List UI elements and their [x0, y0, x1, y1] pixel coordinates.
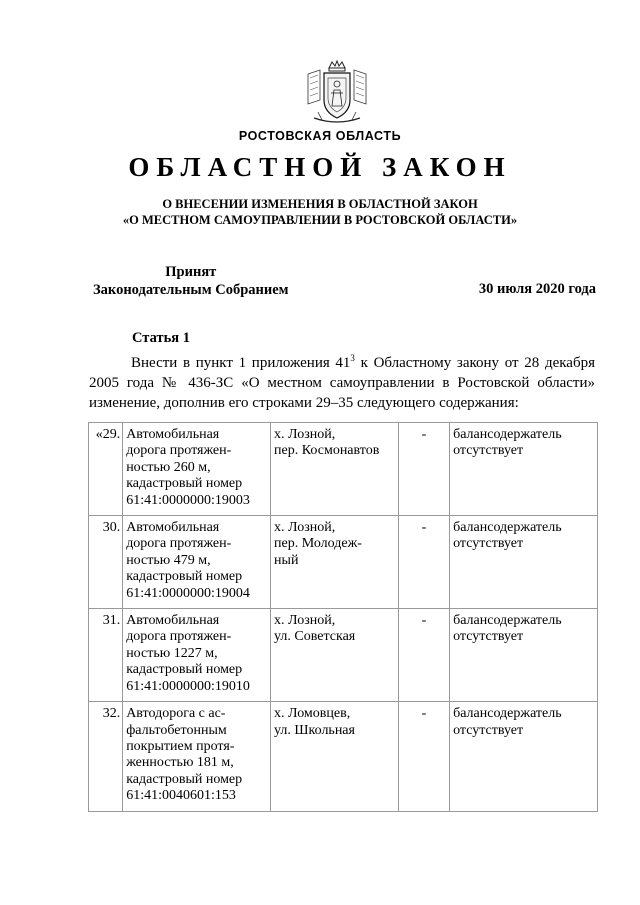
- cell-line: отсутствует: [453, 536, 524, 552]
- cell-line: дорога протяжен-: [126, 443, 232, 459]
- cell-line: покрытием протя-: [126, 738, 235, 754]
- cell-line: женностью 181 м,: [126, 755, 234, 771]
- cell-line: Автомобильная: [126, 427, 220, 442]
- cell-line: отсутствует: [453, 722, 524, 738]
- cell-line: отсутствует: [453, 443, 524, 459]
- article-heading: Статья 1: [132, 330, 190, 346]
- cell-line: кадастровый номер: [126, 662, 243, 678]
- object-location: [271, 516, 399, 609]
- object-location: [271, 609, 399, 702]
- adoption-date: 30 июля 2020 года: [478, 281, 596, 297]
- coat-of-arms-emblem: [302, 60, 372, 126]
- cell-line: х. Ломовцев,: [274, 706, 351, 722]
- cell-line: пер. Космонавтов: [274, 443, 380, 459]
- cell-line: 61:41:0040601:153: [126, 788, 236, 804]
- object-description: [123, 423, 271, 516]
- article-paragraph: [89, 348, 595, 413]
- law-title-line-2: «О МЕСТНОМ САМОУПРАВЛЕНИИ В РОСТОВСКОЙ ОБЛАСТИ»: [122, 213, 518, 227]
- cell-line: балансодержатель: [453, 706, 562, 722]
- object-description: [123, 702, 271, 811]
- cell-line: пер. Молодеж-: [274, 536, 362, 552]
- cell-line: отсутствует: [453, 629, 524, 645]
- document-type: ОБЛАСТНОЙ ЗАКОН: [128, 152, 512, 182]
- row-number: 32.: [89, 702, 123, 811]
- cell-line: 61:41:0000000:19010: [126, 678, 250, 694]
- cell-line: Автодорога с ас-: [126, 706, 226, 722]
- object-location: [271, 423, 399, 516]
- object-location: [271, 702, 399, 811]
- law-title-line-1: О ВНЕСЕНИИ ИЗМЕНЕНИЯ В ОБЛАСТНОЙ ЗАКОН: [162, 197, 478, 211]
- cell-line: Автомобильная: [126, 520, 220, 536]
- law-title: [0, 196, 640, 228]
- table-row: [89, 609, 598, 702]
- adoption-label: [93, 263, 289, 299]
- dash-cell: -: [398, 423, 449, 516]
- balance-holder: [450, 423, 598, 516]
- cell-line: х. Лозной,: [274, 427, 336, 442]
- cell-line: х. Лозной,: [274, 613, 336, 629]
- adoption-line-2: Законодательным Собранием: [93, 282, 289, 298]
- cell-line: Автомобильная: [126, 613, 220, 629]
- article-text-before: Внести в пункт 1 приложения 41: [131, 355, 351, 371]
- cell-line: 61:41:0000000:19003: [126, 492, 250, 508]
- object-description: [123, 609, 271, 702]
- table-row: [89, 516, 598, 609]
- balance-holder: [450, 702, 598, 811]
- row-number: 30.: [89, 516, 123, 609]
- cell-line: ностью 479 м,: [126, 552, 211, 568]
- row-number: «29.: [89, 423, 123, 516]
- cell-line: балансодержатель: [453, 520, 562, 536]
- adoption-line-1: Принят: [165, 264, 217, 280]
- cell-line: х. Лозной,: [274, 520, 336, 536]
- amendment-table: [88, 422, 598, 812]
- cell-line: фальтобетонным: [126, 722, 227, 738]
- cell-line: дорога протяжен-: [126, 629, 232, 645]
- cell-line: кадастровый номер: [126, 771, 243, 787]
- cell-line: ностью 260 м,: [126, 459, 211, 475]
- dash-cell: -: [398, 702, 449, 811]
- dash-cell: -: [398, 609, 449, 702]
- balance-holder: [450, 609, 598, 702]
- cell-line: ул. Школьная: [274, 722, 355, 738]
- balance-holder: [450, 516, 598, 609]
- dash-cell: -: [398, 516, 449, 609]
- cell-line: ул. Советская: [274, 629, 356, 645]
- article-superscript: 3: [350, 353, 355, 363]
- object-description: [123, 516, 271, 609]
- row-number: 31.: [89, 609, 123, 702]
- cell-line: кадастровый номер: [126, 476, 243, 492]
- cell-line: ностью 1227 м,: [126, 645, 218, 661]
- cell-line: ный: [274, 552, 299, 568]
- article-text-after: к Областному закону от 28 декабря 2005 года № 436-ЗС «О местном самоуправлении в Ростовской области» изменение, дополнив его строками 29–35 следующего содержания:: [89, 355, 595, 411]
- cell-line: балансодержатель: [453, 613, 562, 629]
- region-name: РОСТОВСКАЯ ОБЛАСТЬ: [238, 129, 402, 143]
- cell-line: 61:41:0000000:19004: [126, 585, 250, 601]
- cell-line: дорога протяжен-: [126, 536, 232, 552]
- table-row: [89, 423, 598, 516]
- cell-line: кадастровый номер: [126, 569, 243, 585]
- cell-line: балансодержатель: [453, 427, 562, 442]
- table-row: [89, 702, 598, 811]
